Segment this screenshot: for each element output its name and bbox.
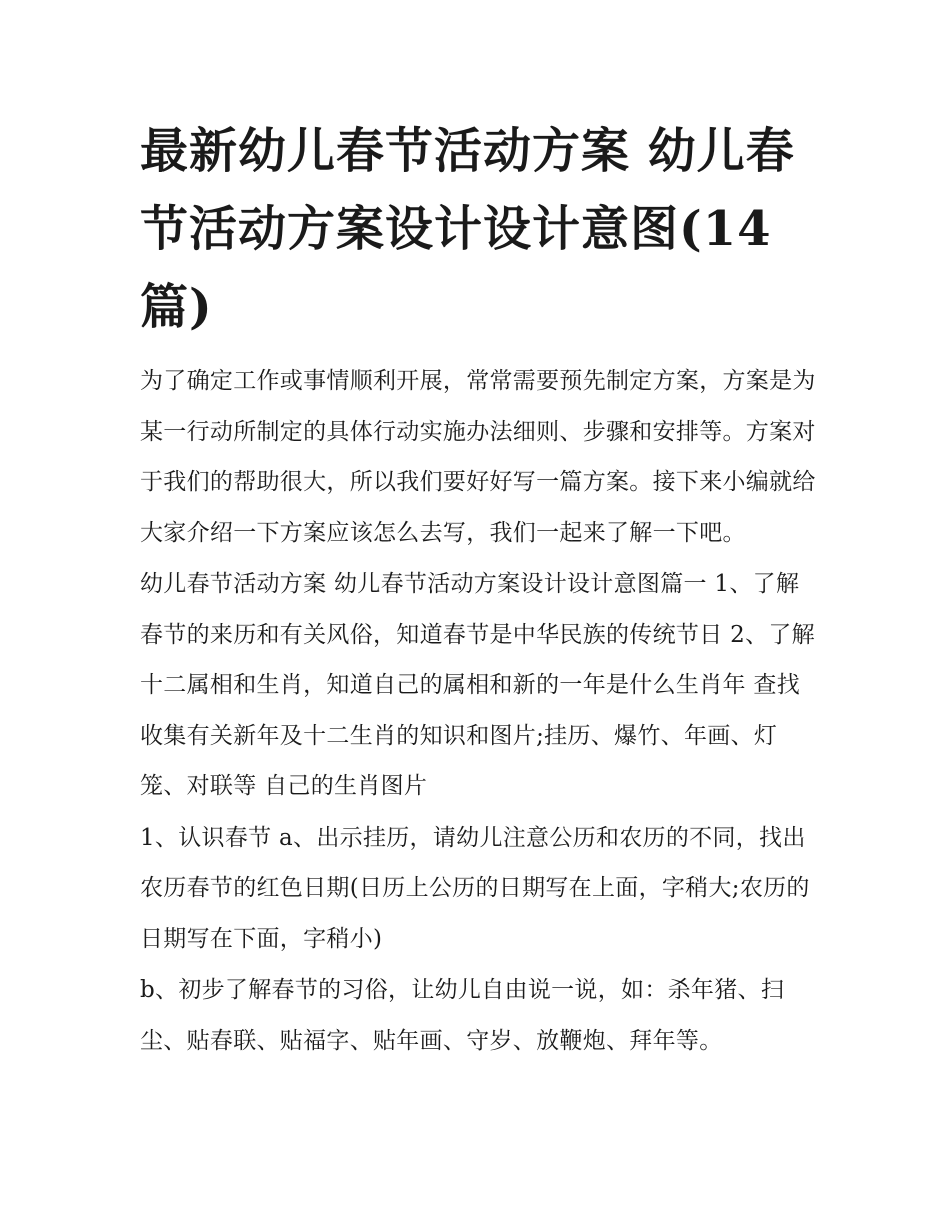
paragraph-recognize-spring-festival: 1、认识春节 a、出示挂历，请幼儿注意公历和农历的不同，找出农历春节的红色日期(日历上公历的日期写在上面，字稍大;农历的日期写在下面，字稍小) (140, 824, 810, 952)
paragraph-intro: 为了确定工作或事情顺利开展，常常需要预先制定方案，方案是为某一行动所制定的具体行动实施办法细则、步骤和安排等。方案对于我们的帮助很大，所以我们要好好写一篇方案。接下来小编就给大家介绍一下方案应该怎么去写，我们一起来了解一下吧。 (140, 368, 816, 546)
document-title: 最新幼儿春节活动方案 幼儿春节活动方案设计设计意图(14篇) (140, 123, 795, 335)
paragraph-section-one: 幼儿春节活动方案 幼儿春节活动方案设计设计意图篇一 1、了解春节的来历和有关风俗，知道春节是中华民族的传统节日 2、了解十二属相和生肖，知道自己的属相和新的一年是什么生肖年 查找收集有关新年及十二生肖的知识和图片;挂历、爆竹、年画、灯笼、对联等 自己的生肖图片 (140, 571, 815, 799)
paragraph-customs: b、初步了解春节的习俗，让幼儿自由说一说，如：杀年猪、扫尘、贴春联、贴福字、贴年画、守岁、放鞭炮、拜年等。 (140, 977, 785, 1054)
document-page (140, 112, 820, 1067)
document-body (140, 356, 820, 1066)
